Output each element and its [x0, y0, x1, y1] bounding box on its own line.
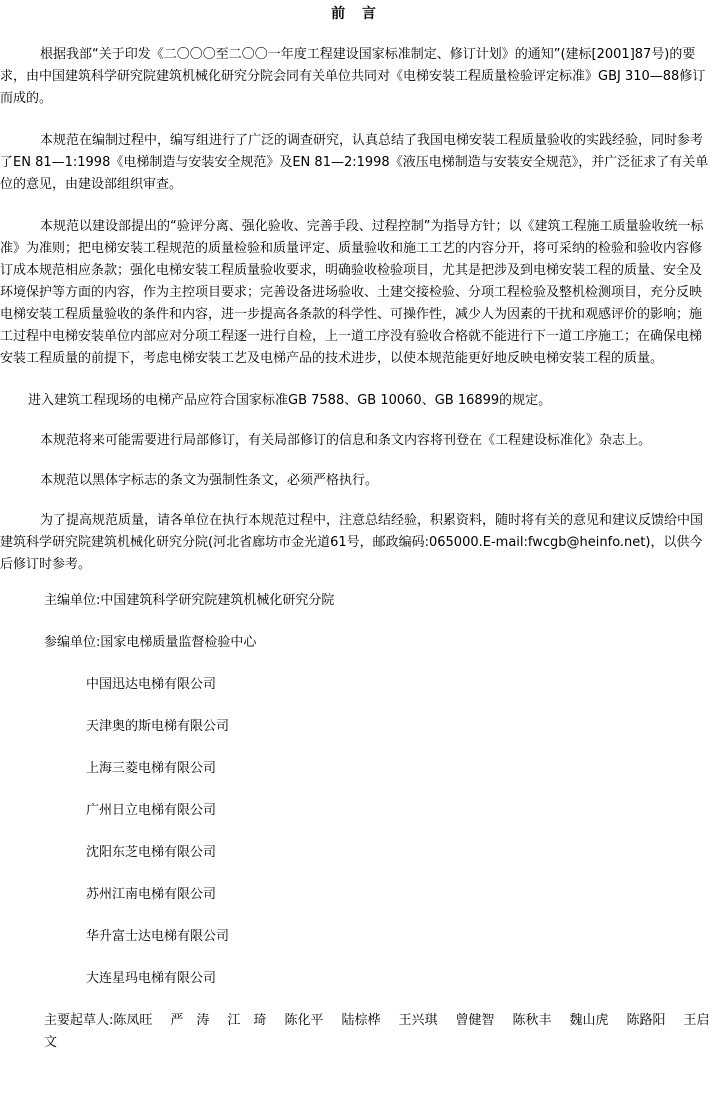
paragraph-origin: 根据我部“关于印发《二〇〇〇至二〇〇一年度工程建设国家标准制定、修订计划》的通知”(建标[2001]87号)的要求，由中国建筑科学研究院建筑机械化研究分院会同有关单位共同对《电梯安装工程质量检验评定标准》GBJ 310—88修订而成的。 — [0, 47, 706, 106]
drafter-name: 王启文 — [44, 1013, 710, 1050]
participant-unit: 华升富士达电梯有限公司 — [86, 929, 230, 944]
participant-unit: 苏州江南电梯有限公司 — [86, 887, 217, 902]
chief-editor-unit: 主编单位:中国建筑科学研究院建筑机械化研究分院 — [44, 593, 335, 608]
drafter-name: 陈凤旺 — [113, 1013, 153, 1028]
drafter-name: 江 琦 — [227, 1013, 267, 1028]
drafter-name: 严 涛 — [170, 1013, 210, 1028]
drafters-label: 主要起草人: — [44, 1013, 114, 1028]
paragraph-revision: 本规范将来可能需要进行局部修订，有关局部修订的信息和条文内容将刊登在《工程建设标准化》杂志上。 — [40, 433, 652, 448]
paragraph-products: 进入建筑工程现场的电梯产品应符合国家标准GB 7588、GB 10060、GB 16899的规定。 — [28, 393, 552, 408]
participant-unit: 沈阳东芝电梯有限公司 — [86, 845, 217, 860]
participant-units-label: 参编单位:国家电梯质量监督检验中心 — [44, 635, 257, 650]
drafter-name: 陈秋丰 — [512, 1013, 552, 1028]
drafter-name: 魏山虎 — [569, 1013, 609, 1028]
main-drafters — [0, 1010, 713, 1054]
drafter-name: 陆棕桦 — [341, 1013, 381, 1028]
participant-unit: 大连星玛电梯有限公司 — [86, 971, 217, 986]
drafter-name: 曾健智 — [455, 1013, 495, 1028]
drafter-name: 王兴琪 — [398, 1013, 438, 1028]
participant-unit-list — [0, 664, 713, 1000]
participant-unit: 天津奥的斯电梯有限公司 — [86, 719, 230, 734]
paragraph-feedback: 为了提高规范质量，请各单位在执行本规范过程中，注意总结经验，积累资料，随时将有关的意见和建议反馈给中国建筑科学研究院建筑机械化研究分院(河北省廊坊市金光道61号，邮政编码:065000.E-mail:fwcgb@heinfo.net)，以供今后修订时参考。 — [0, 513, 704, 572]
participant-unit: 中国迅达电梯有限公司 — [86, 677, 217, 692]
participant-unit: 上海三菱电梯有限公司 — [86, 761, 217, 776]
drafter-name: 陈化平 — [284, 1013, 324, 1028]
page-title: 前 言 — [331, 6, 382, 22]
paragraph-mandatory: 本规范以黑体字标志的条文为强制性条文，必须严格执行。 — [40, 473, 379, 488]
paragraph-compilation: 本规范在编制过程中，编写组进行了广泛的调查研究，认真总结了我国电梯安装工程质量验收的实践经验，同时参考了EN 81—1:1998《电梯制造与安装安全规范》及EN 81—2:1998《液压电梯制造与安装安全规范》，并广泛征求了有关单位的意见，由建设部组织审查。 — [0, 133, 709, 192]
paragraph-guideline: 本规范以建设部提出的“验评分离、强化验收、完善手段、过程控制”为指导方针；以《建筑工程施工质量验收统一标准》为准则；把电梯安装工程规范的质量检验和质量评定、质量验收和施工工艺的内容分开，将可采纳的检验和验收内容修订成本规范相应条款；强化电梯安装工程质量验收要求，明确验收检验项目，尤其是把涉及到电梯安装工程的质量、安全及环境保护等方面的内容，作为主控项目要求；完善设备进场验收、土建交接检验、分项工程检验及整机检测项目，充分反映电梯安装工程质量验收的条件和内容，进一步提高各条款的科学性、可操作性，减少人为因素的干扰和观感评价的影响；施工过程中电梯安装单位内部应对分项工程逐一进行自检，上一道工序没有验收合格就不能进行下一道工序施工；在确保电梯安装工程质量的前提下，考虑电梯安装工艺及电梯产品的技术进步，以使本规范能更好地反映电梯安装工程的质量。 — [0, 219, 704, 366]
drafter-name: 陈路阳 — [626, 1013, 666, 1028]
participant-unit: 广州日立电梯有限公司 — [86, 803, 217, 818]
